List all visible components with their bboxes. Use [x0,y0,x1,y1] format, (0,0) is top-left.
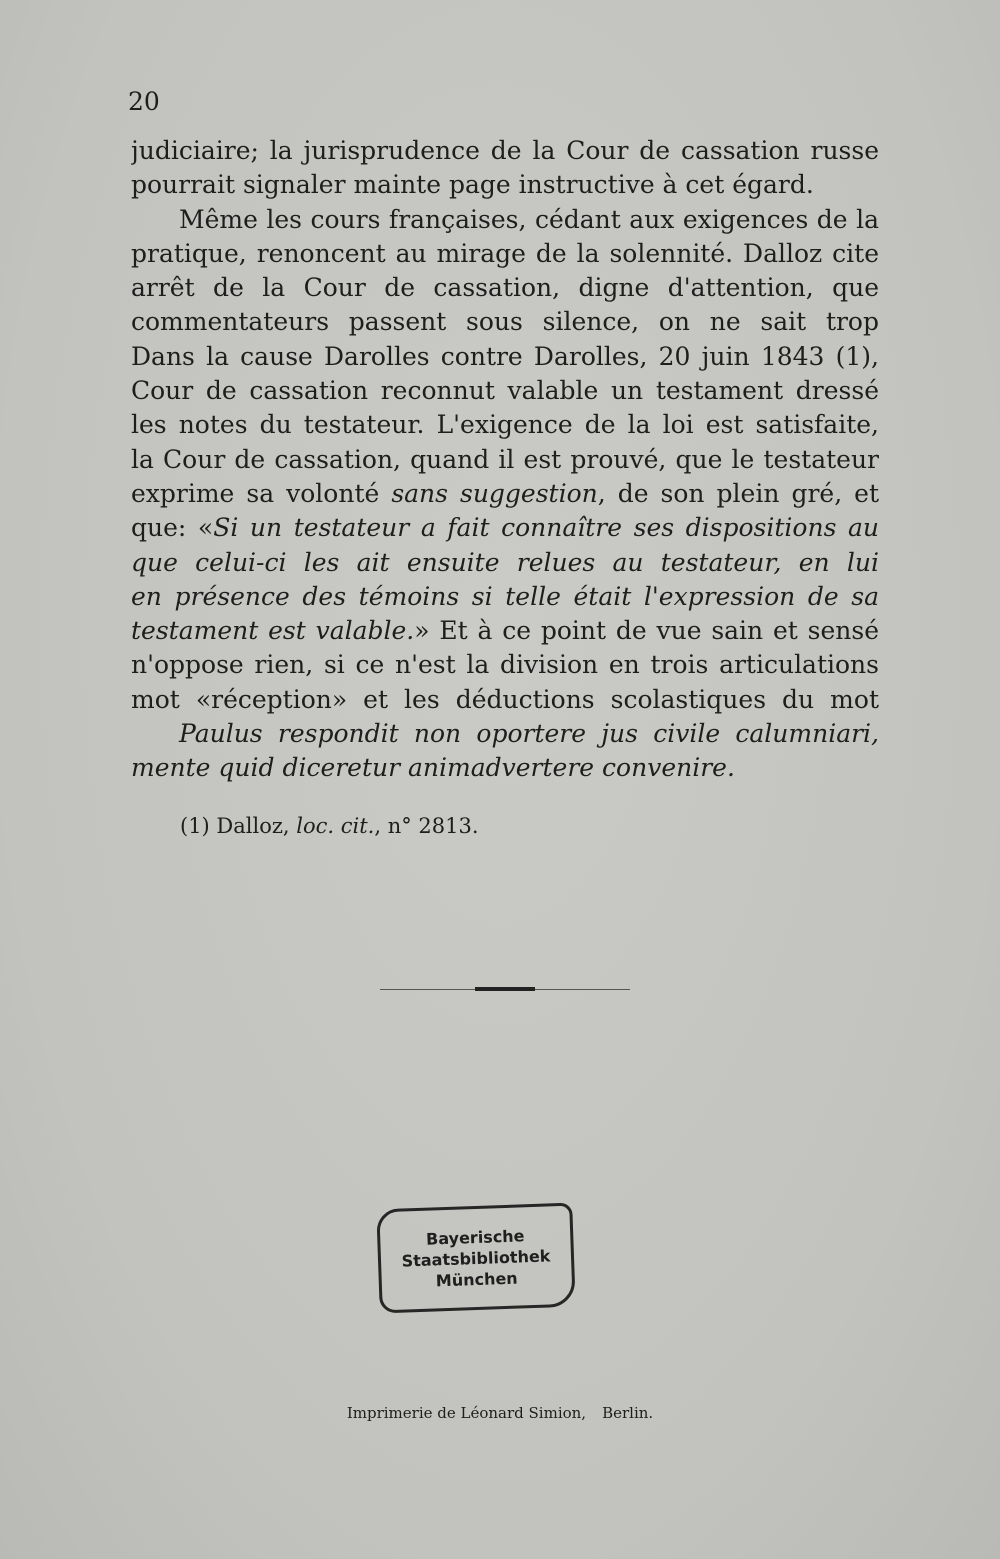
italic-segment: que celui-ci les ait ensuite relues au testateur, en lui [131,547,879,577]
text-line [131,271,879,305]
text-line [131,443,879,477]
text-segment: , de son plein gré, et [597,478,879,508]
italic-segment: en présence des témoins si telle était l'expression de sa [131,581,879,611]
footnote [180,812,479,840]
text-segment: n'oppose rien, si ce n'est la division en trois articulations [131,650,879,680]
text-line [131,511,879,545]
page-number: 20 [128,87,160,116]
text-segment: les notes du testateur. L'exigence de la loi est satisfaite, [131,410,879,440]
text-line [131,751,879,785]
text-line [131,683,879,717]
text-segment: la Cour de cassation, quand il est prouvé, que le testateur [131,444,879,474]
text-line [131,168,879,202]
text-line [131,203,879,237]
printer-imprint [0,1403,1000,1423]
italic-segment: Si un testateur a fait connaître ses dispositions au [213,513,879,543]
body-text [131,134,879,786]
text-line [131,374,879,408]
library-stamp [376,1203,576,1314]
text-segment: mot «réception» et les déductions scolastiques du mot [131,684,879,714]
italic-segment: mente quid diceretur animadvertere convenire. [131,753,735,783]
footnote-rest: , n° 2813. [374,814,479,838]
rule-center-bar [475,987,535,991]
stamp-line-3: München [435,1268,518,1290]
italic-segment: Paulus respondit non oportere jus civile calumniari, [179,719,879,749]
text-segment: Dans la cause Darolles contre Darolles, 20 juin 1843 (1), [131,341,879,371]
italic-segment: testament est valable. [131,616,415,646]
stamp-line-1: Bayerische [425,1225,525,1249]
printer-name: Imprimerie de Léonard Simion, [346,1404,587,1422]
text-line [131,305,879,339]
text-segment: commentateurs passent sous silence, on ne sait trop [131,307,879,337]
text-line [131,717,879,751]
text-segment: exprime sa volonté [131,478,392,508]
text-segment: pratique, renoncent au mirage de la solennité. Dalloz cite [131,238,879,268]
italic-segment: sans suggestion [391,478,598,508]
text-segment: arrêt de la Cour de cassation, digne d'attention, que [131,273,879,303]
text-line [131,134,879,168]
text-segment: pourrait signaler mainte page instructive à cet égard. [131,170,814,200]
text-segment: » Et à ce point de vue sain et sensé [414,616,879,646]
text-line [131,340,879,374]
text-line [131,580,879,614]
printer-city: Berlin. [602,1404,654,1422]
footnote-reference: loc. cit. [296,814,375,838]
text-segment: judiciaire; la jurisprudence de la Cour de cassation russe [131,136,879,165]
stamp-line-2: Staatsbibliothek [401,1245,551,1271]
text-line [131,408,879,442]
ornamental-rule [380,987,630,993]
text-segment: que: « [131,513,214,543]
text-segment: Cour de cassation reconnut valable un testament dressé [131,376,879,406]
text-line [131,546,879,580]
text-line [131,648,879,682]
footnote-marker: (1) Dalloz, [180,814,297,838]
text-line [131,614,879,648]
text-line [131,237,879,271]
text-segment: Même les cours françaises, cédant aux exigences de la [179,204,879,234]
text-line [131,477,879,511]
